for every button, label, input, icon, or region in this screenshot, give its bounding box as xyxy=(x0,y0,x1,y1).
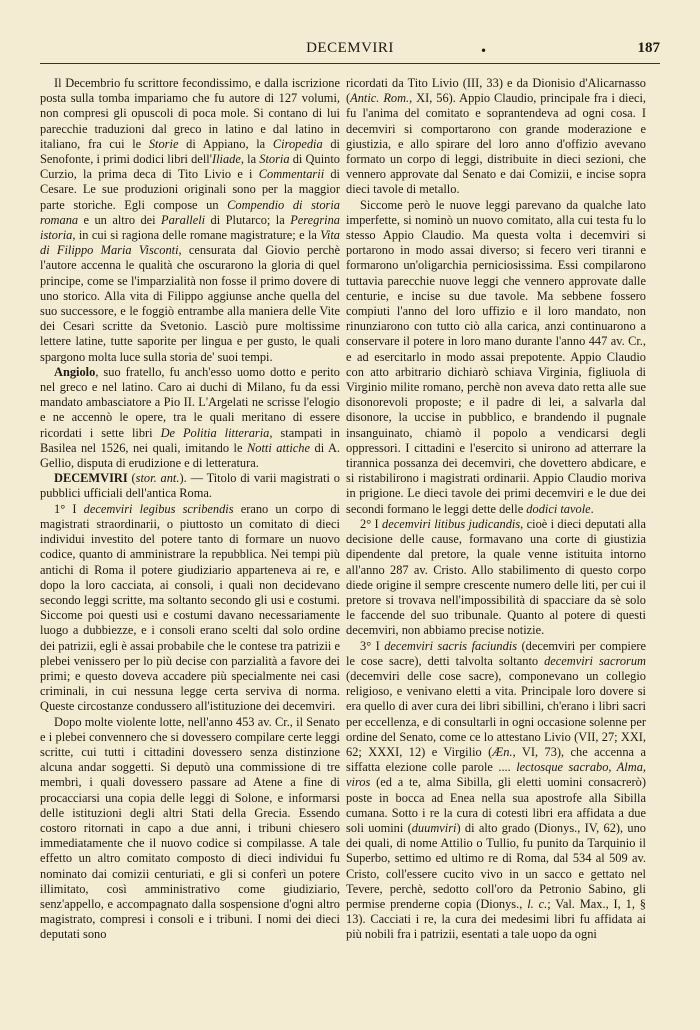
header-rule xyxy=(40,63,660,64)
paragraph: Dopo molte violente lotte, nell'anno 453 av. Cr., il Senato e i plebei convennero che si dovessero compilare certe leggi scritte, cui tutti i cittadini dovessero senza distinzione alcuna andar soggetti. Si deputò una commissione di tre membri, i quali dovessero passare ad Atene a fine di procacciarsi una copia delle leggi di Solone, e informarsi delle istituzioni degli altri Stati della Grecia. Essendo costoro ritornati in capo a due anni, i tribuni chiesero immediatamente che il nuovo codice si compilasse. A tale effetto un altro comitato composto di dieci individui fu nominato dai comizii centuriati, e gli si conferì un potere illimitato, così amministrativo come giudiziario, senz'appello, e accompagnato dalla sospensione d'ogni altro magistrato, compresi i consoli e i tribuni. I nomi dei dieci deputati sono xyxy=(40,714,340,942)
running-title: DECEMVIRI xyxy=(306,40,394,56)
paragraph: Siccome però le nuove leggi parevano da qualche lato imperfette, si nominò un nuovo comitato, alla cui testa fu lo stesso Appio Claudio. Ma questa volta i decemviri si portarono in modo assai diverso; si fecero veri tiranni e formarono un'oligarchia perniciosissima. Essi compilarono tuttavia parecchie nuove leggi che vennero approvate dalle centurie, e incise su due tavole. Ma sebbene fossero compiuti l'anno del loro uffizio e il loro mandato, non rinunziarono con tutto ciò alla carica, anzi continuarono a conservare il potere in loro mano durante l'anno 447 av. Cr., e ad esercitarlo in modo assai prepotente. Appio Claudio con atto arbitrario dichiarò schiava Virginia, figliuola di Virginio milite romano, perchè non aveva dato retta alle sue disonorevoli proposte; e il padre di lei, a salvarla dal disonore, la uccise in pubblico, e brandendo il pugnale insanguinato, chiamò il popolo a vendicarsi degli oppressori. I cittadini e l'esercito si unirono ad atterrare la tirannica possanza dei decemviri, che dovettero abdicare, e si ristabilirono i magistrati ordinarii. Appio Claudio moriva in prigione. Le dieci tavole dei primi decemviri e le due dei secondi formano le leggi dette delle dodici tavole. xyxy=(346,197,646,516)
paragraph: DECEMVIRI (stor. ant.). — Titolo di varii magistrati o pubblici ufficiali dell'antica Roma. xyxy=(40,471,340,501)
paragraph: Il Decembrio fu scrittore fecondissimo, e dalla iscrizione posta sulla tomba impariamo che fu autore di 127 volumi, non compresi gli opuscoli di poca mole. Si contano di lui parecchie traduzioni dal greco in latino e dal latino in italiano, fra cui le Storie di Appiano, la Ciropedia di Senofonte, i primi dodici libri dell'Iliade, la Storia di Quinto Curzio, la prima deca di Tito Livio e i Commentarii di Cesare. Le sue produzioni originali sono per la maggior parte storiche. Egli compose un Compendio di storia romana e un altro dei Paralleli di Plutarco; la Peregrina istoria, in cui si ragiona delle romane magistrature; e la Vita di Filippo Maria Visconti, censurata dal Giovio perchè l'autore accenna le qualità che oscurarono la gloria di quel principe, come se l'imparzialità non fosse il primo dovere di uno storico. Alla vita di Filippo aggiunse anche quella del suo successore, e le foggiò entrambe alla maniera delle Vite dei Cesari scritte da Svetonio. Lasciò pure moltissime lettere latine, tutte saporite per lingua e per gusto, le quali spargono molta luce sulla storia de' suoi tempi. xyxy=(40,76,340,364)
left-column xyxy=(40,76,340,1020)
page-number: 187 xyxy=(637,40,660,56)
right-column xyxy=(346,76,646,1020)
running-header xyxy=(40,40,660,64)
paragraph: 1° I decemviri legibus scribendis erano un corpo di magistrati straordinarii, o piuttosto un comitato di dieci individui investito del potere tanto di formare un nuovo codice, quanto di amministrare la repubblica. Nei tempi più antichi di Roma il potere giudiziario apparteneva ai re, e dopo la loro cacciata, ai consoli, i quali non decidevano secondo leggi scritte, ma soltanto secondo gli usi e costumi. Siccome poi questi usi e costumi davano necessariamente luogo a dubbiezze, e i consoli erano scelti dal solo ordine dei patrizii, egli è assai probabile che le contese tra patrizii e plebei venissero per lo più decise con parzialità a favore dei primi; e questo doveva accadere più specialmente nei casi criminali, in cui nessuna legge certa serviva di norma. Queste circostanze condussero all'istituzione dei decemviri. xyxy=(40,501,340,714)
paragraph: ricordati da Tito Livio (III, 33) e da Dionisio d'Alicarnasso (Antic. Rom., XI, 56). Appio Claudio, principale fra i dieci, fu l'anima del comitato e soprantendeva ad ogni cosa. I decemviri si comportarono con grande moderazione e giustizia, e allo spirare del loro anno d'offizio avevano formato un corpo di leggi, distribuite in dieci sezioni, che vennero approvate dal Senato e dai Comizii, e incise sopra dieci tavole di metallo. xyxy=(346,76,646,197)
paragraph: 2° I decemviri litibus judicandis, cioè i dieci deputati alla decisione delle cause, formavano una corte di giustizia dipendente dal pretore, la quale venne istituita intorno all'anno 287 av. Cristo. Allo stabilimento di questo corpo diede origine il sempre crescente numero delle liti, per cui il pretore si trovava nell'impossibilità di spacciare da sè solo le faccende del suo tribunale. Quanto al potere di questi decemviri, non abbiamo precise notizie. xyxy=(346,516,646,638)
paragraph: Angiolo, suo fratello, fu anch'esso uomo dotto e perito nel greco e nel latino. Caro ai duchi di Milano, fu da essi mandato ambasciatore a Pio II. L'Argelati ne scrisse l'elogio e ne accennò le opere, tra le quali meritano di essere ricordati i sette libri De Politia litteraria, stampati in Basilea nel 1526, nei quali, imitando le Notti attiche di A. Gellio, disputa di erudizione e di letteratura. xyxy=(40,364,340,471)
header-ornament: • xyxy=(480,44,488,58)
paragraph: 3° I decemviri sacris faciundis (decemviri per compiere le cose sacre), detti talvolta soltanto decemviri sacrorum (decemviri delle cose sacre), componevano un collegio religioso, e venivano eletti a vita. Principale loro dovere si era quello di aver cura dei libri sibillini, ch'erano i libri sacri per eccellenza, e di consultarli in ogni occasione solenne per ordine del Senato, come ce lo attestano Livio (VII, 27; XXI, 62; XXXI, 12) e Virgilio (Æn., VI, 73), che accenna a siffatta elezione colle parole .... lectosque sacrabo, Alma, viros (ed a te, alma Sibilla, gli eletti uomini consacrerò) poste in bocca ad Enea nella sua apostrofe alla Sibilla cumana. Sotto i re la cura di cotesti libri era affidata a due soli uomini (duumviri) di alto grado (Dionys., IV, 62), uno dei quali, di nome Attilio o Tullio, fu punito da Tarquinio il Superbo, settimo ed ultimo re di Roma, dal 534 al 509 av. Cristo, coll'essere cucito vivo in un sacco e gettato nel Tevere, perchè, sedotto coll'oro da Petronio Sabino, gli permise prenderne copia (Dionys., l. c.; Val. Max., I, 1, § 13). Cacciati i re, la cura dei medesimi libri fu affidata ai più nobili fra i patrizii, esentati a tale uopo da ogni xyxy=(346,638,646,942)
